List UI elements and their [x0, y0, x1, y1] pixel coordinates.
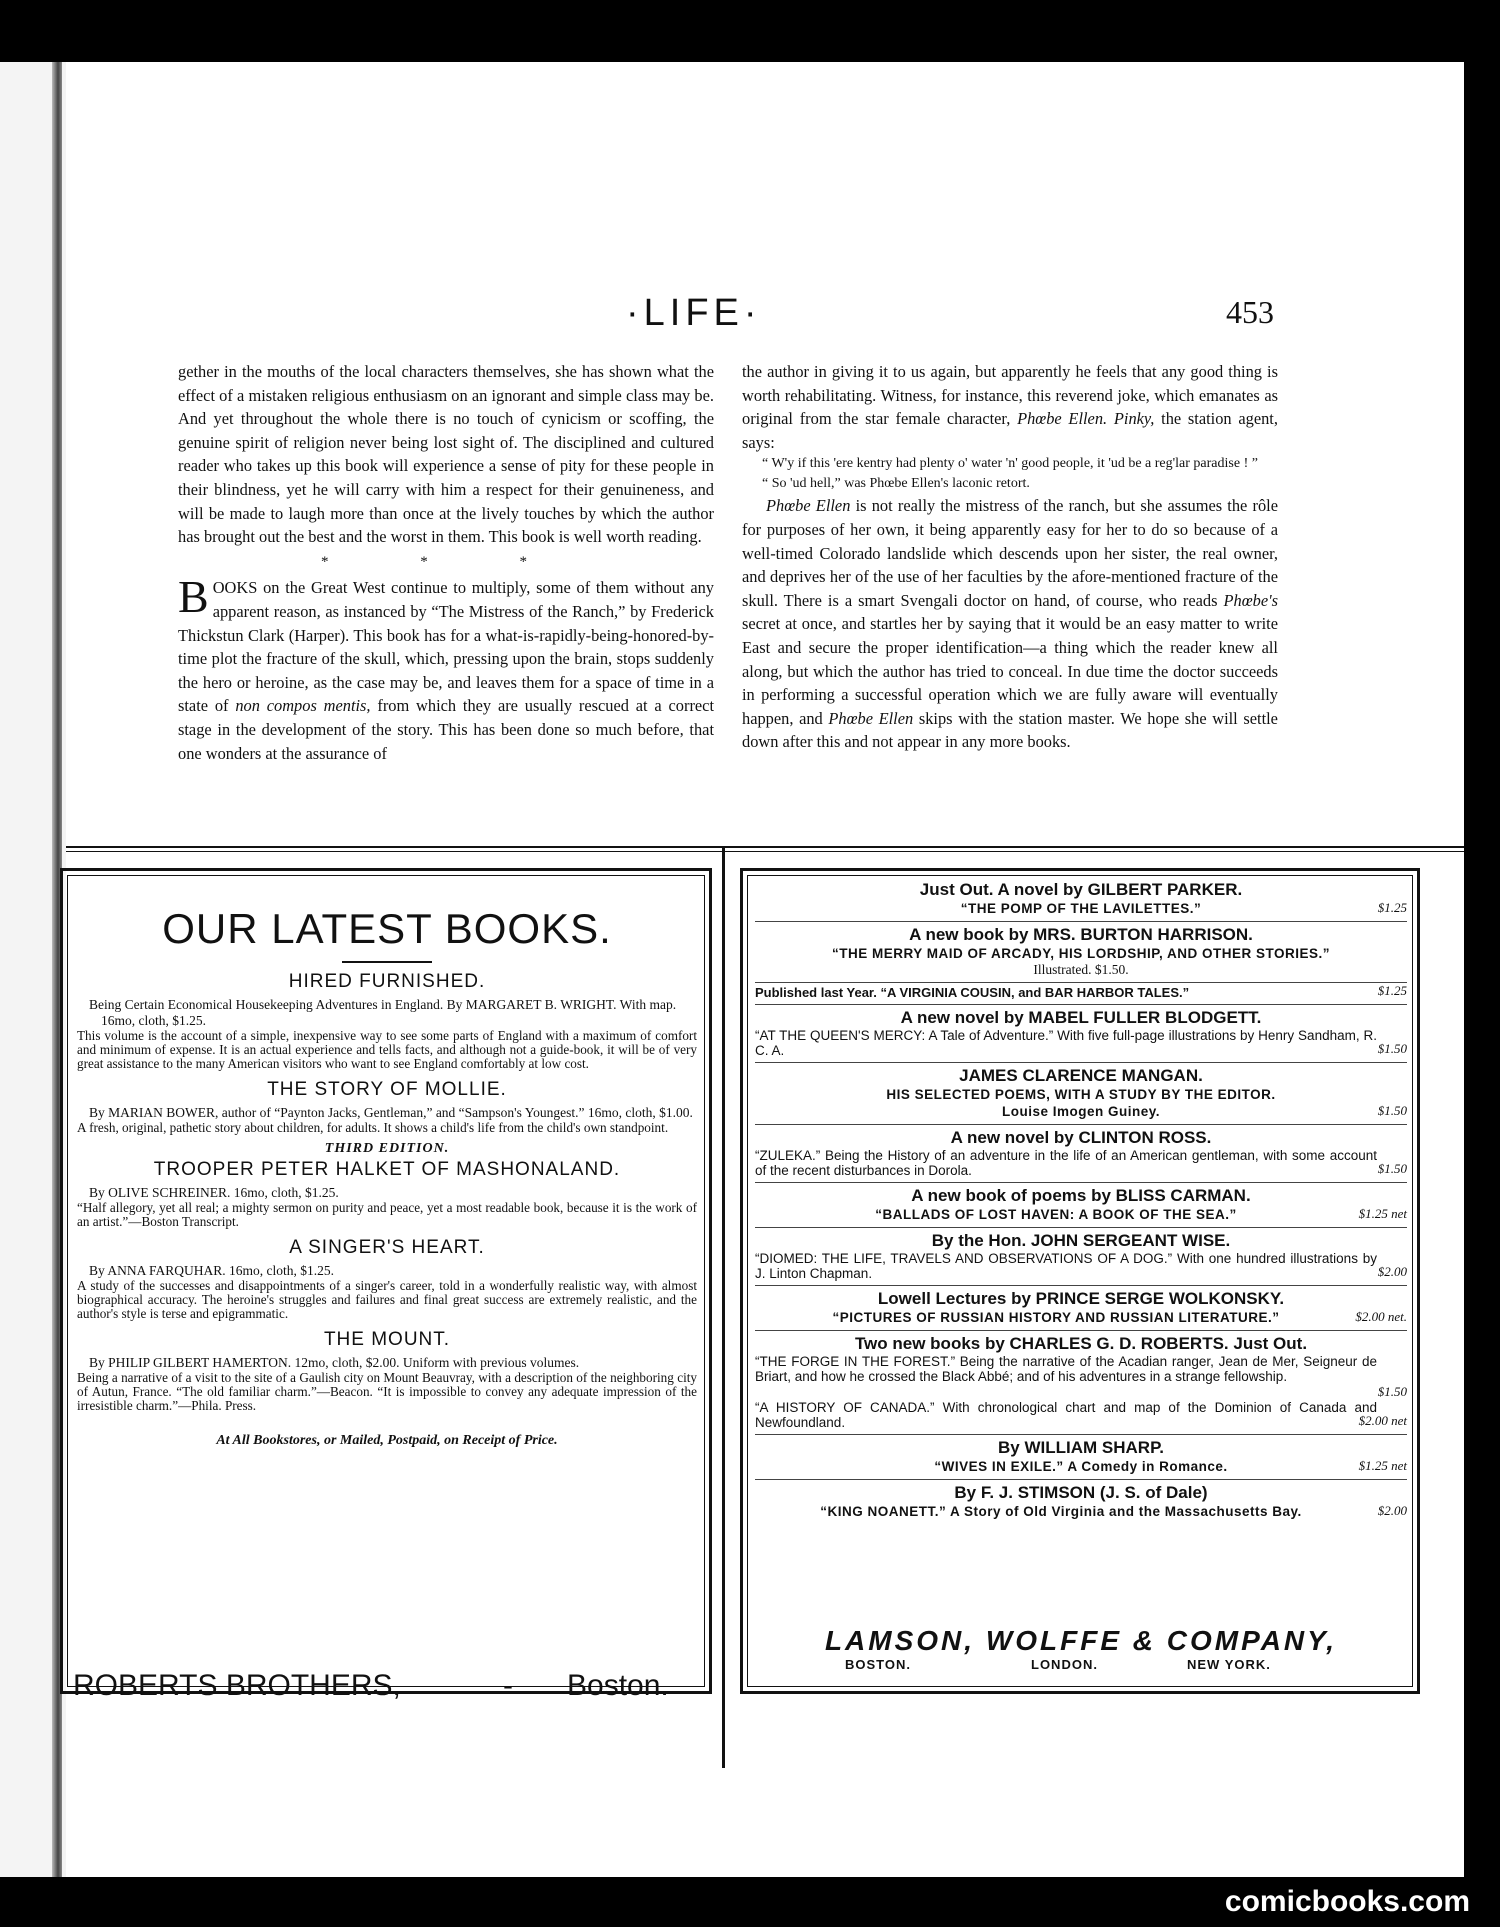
publisher-footer — [755, 1625, 1407, 1675]
left-column — [178, 360, 714, 765]
book-description: A fresh, original, pathetic story about children, for adults. It shows a child's life from the child's own standpoint. — [77, 1120, 669, 1135]
price: $2.00 net. — [1355, 1309, 1407, 1324]
ad-entry: By WILLIAM SHARP. “WIVES IN EXILE.” A Comedy in Romance. $1.25 net — [755, 1435, 1407, 1480]
book-description: “Half allegory, yet all real; a mighty sermon on purity and peace, yet a most readable book, because it is the work of an artist.”—Boston Transcript. — [77, 1200, 697, 1229]
book-title: TROOPER PETER HALKET OF MASHONALAND. — [153, 1159, 621, 1180]
divider-rule — [66, 851, 1464, 852]
paragraph: the author in giving it to us again, but apparently he feels that any good thing is worth rehabilitating. Witness, for instance, this reverend joke, which emanates as original from the star female character, Phœbe Ellen. Pinky, the station agent, says: — [742, 362, 1278, 452]
book-description: A study of the successes and disappointments of a singer's career, told in a wonderfully realistic way, with almost biographical accuracy. The heroine's struggles and failures and final great success are extremely realistic, and the author's style is terse and epigrammatic. — [77, 1278, 697, 1321]
ad-entry: A new book of poems by BLISS CARMAN. “BALLADS OF LOST HAVEN: A BOOK OF THE SEA.” $1.25 net — [755, 1183, 1407, 1228]
paragraph: Phœbe Ellen is not really the mistress of the ranch, but she assumes the rôle for purposes of her own, it being apparently easy for her to do so because of a well-timed Colorado landslide which descends upon her sister, the real owner, and deprives her of the use of her faculties by the afore-mentioned fracture of the skull. There is a smart Svengali doctor on hand, of course, who reads Phœbe's secret at once, and startles her by saying that it would be an easy matter to write East and secure the proper identification—a thing which the reader knew all along, but which the author has tried to conceal. In due time the doctor succeeds in performing a successful operation which we are fully aware will eventually happen, and Phœbe Ellen skips with the station master. We hope she will settle down after this and not appear in any more books. — [742, 496, 1278, 752]
separator: - — [503, 1669, 513, 1702]
availability-note: At All Bookstores, or Mailed, Postpaid, on Receipt of Price. — [216, 1433, 558, 1448]
price: $1.50 — [1377, 1384, 1407, 1399]
price: $1.25 — [1377, 900, 1407, 915]
masthead: ·LIFE· — [626, 292, 762, 334]
book-title: A SINGER'S HEART. — [289, 1237, 485, 1258]
magazine-page — [66, 62, 1464, 1877]
edition-note: THIRD EDITION. — [324, 1141, 450, 1156]
ad-entry: Two new books by CHARLES G. D. ROBERTS. Just Out. “THE FORGE IN THE FOREST.” Being the narrative of the Acadian ranger, Jean de Mer, Seigneur de Briart, and how he crossed the Black Abbé; and of his adventures in a strange fellowship. $1.50 “A HISTORY OF CANADA.” With chronological chart and map of the Dominion of Canada and Newfoundland. $2.00 net — [755, 1331, 1407, 1435]
price: $1.25 net — [1358, 1458, 1407, 1473]
quotation: “ W'y if this 'ere kentry had plenty o' water 'n' good people, it 'ud be a reg'lar paradise ! ” — [762, 456, 1258, 472]
right-column — [742, 360, 1278, 754]
ad-entry: A new novel by MABEL FULLER BLODGETT. “AT THE QUEEN'S MERCY: A Tale of Adventure.” With five full-page illustrations by Henry Sandham, R. C. A. $1.50 — [755, 1005, 1407, 1063]
ad-entry: Lowell Lectures by PRINCE SERGE WOLKONSKY. “PICTURES OF RUSSIAN HISTORY AND RUSSIAN LITERATURE.” $2.00 net. — [755, 1286, 1407, 1331]
book-byline: By MARIAN BOWER, author of “Paynton Jacks, Gentleman,” and “Sampson's Youngest.” 16mo, cloth, $1.00. — [89, 1105, 693, 1120]
publisher-city: Boston. — [567, 1669, 669, 1702]
publisher-name: ROBERTS BROTHERS, — [73, 1669, 401, 1702]
book-byline: Being Certain Economical Housekeeping Adventures in England. By MARGARET B. WRIGHT. With map. 16mo, cloth, $1.25. — [89, 997, 677, 1028]
ad-entry: A new novel by CLINTON ROSS. “ZULEKA.” Being the History of an adventure in the life of an American gentleman, with some account of the recent disturbances in Dorola. $1.50 — [755, 1125, 1407, 1183]
paragraph: gether in the mouths of the local characters themselves, she has shown what the effect of a mistaken religious enthusiasm on an ignorant and simple class may be. And yet throughout the whole there is no touch of cynicism or scoffing, the genuine spirit of religion never being lost sight of. The disciplined and cultured reader who takes up this book will experience a sense of pity for these people in their blindness, yet he will carry with him a respect for their genuineness, and will be made to laugh more than once at the lively touches by which the author has brought out the best and the worst in them. This book is well worth reading. — [178, 362, 714, 547]
book-title: HIRED FURNISHED. — [288, 971, 486, 992]
advertisement-roberts-brothers — [60, 868, 712, 1702]
book-description: This volume is the account of a simple, inexpensive way to see some parts of England with a maximum of comfort and minimum of expense. It is an actual experience and tells facts, and although not a guide-book, it will be of very great assistance to the many American visitors who want to see England comfortably at low cost. — [77, 1028, 697, 1071]
book-byline: By PHILIP GILBERT HAMERTON. 12mo, cloth, $2.00. Uniform with previous volumes. — [89, 1355, 580, 1370]
divider-rule — [66, 846, 1464, 848]
price: $1.50 — [1377, 1041, 1407, 1056]
price: $1.50 — [1377, 1161, 1407, 1176]
ad-entry: Just Out. A novel by GILBERT PARKER. “THE POMP OF THE LAVILETTES.” $1.25 — [755, 877, 1407, 922]
book-title: THE MOUNT. — [323, 1329, 451, 1350]
ad-entry: Published last Year. “A VIRGINIA COUSIN, and BAR HARBOR TALES.” $1.25 — [755, 983, 1407, 1005]
price: $2.00 — [1377, 1264, 1407, 1279]
paragraph: BOOKS on the Great West continue to multiply, some of them without any apparent reason, as instanced by “The Mistress of the Ranch,” by Frederick Thickstun Clark (Harper). This book has for a what-is-rapidly-being-honored-by-time plot the fracture of the skull, which, pressing upon the brain, stops suddenly the hero or heroine, as the case may be, and leaves them for a space of time in a state of non compos mentis, from which they are usually rescued at a correct stage in the development of the story. This has been done so much before, that one wonders at the assurance of — [178, 571, 715, 763]
price: $2.00 net — [1358, 1413, 1407, 1428]
ad-entry: A new book by MRS. BURTON HARRISON. “THE MERRY MAID OF ARCADY, HIS LORDSHIP, AND OTHER STORIES.” Illustrated. $1.50. — [755, 922, 1407, 983]
section-break: * * * — [321, 553, 571, 570]
book-description: Being a narrative of a visit to the site of a Gaulish city on Mount Beauvray, with a description of the neighboring city of Autun, France. “The old familiar charm.”—Beacon. “It is impossible to convey any adequate impression of the irresistible charm.”—Phila. Press. — [77, 1370, 697, 1413]
watermark: comicbooks.com — [1224, 1885, 1470, 1918]
advertisement-lamson-wolffe — [740, 868, 1420, 1694]
book-byline: By OLIVE SCHREINER. 16mo, cloth, $1.25. — [89, 1185, 339, 1200]
book-byline: By ANNA FARQUHAR. 16mo, cloth, $1.25. — [89, 1263, 335, 1278]
ad-title: OUR LATEST BOOKS. — [162, 905, 612, 952]
page-number: 453 — [1226, 294, 1274, 330]
price: $1.25 net — [1358, 1206, 1407, 1221]
publisher-name: LAMSON, WOLFFE & COMPANY, — [824, 1625, 1338, 1656]
publisher-cities: BOSTON. LONDON. NEW YORK. — [845, 1657, 1271, 1672]
price: $1.50 — [1377, 1103, 1407, 1118]
page-header — [66, 292, 1464, 342]
ad-entry: By F. J. STIMSON (J. S. of Dale) “KING NOANETT.” A Story of Old Virginia and the Massachusetts Bay. $2.00 — [820, 1483, 1407, 1519]
book-title: THE STORY OF MOLLIE. — [267, 1079, 507, 1100]
ad-entry: JAMES CLARENCE MANGAN. HIS SELECTED POEMS, WITH A STUDY BY THE EDITOR. Louise Imogen Guiney. $1.50 — [755, 1063, 1407, 1125]
price: $2.00 — [1377, 1503, 1407, 1518]
title-underline — [342, 961, 432, 963]
drop-cap: B — [178, 571, 209, 623]
column-divider — [722, 848, 725, 1768]
ad-entry: By the Hon. JOHN SERGEANT WISE. “DIOMED: THE LIFE, TRAVELS AND OBSERVATIONS OF A DOG.” With one hundred illustrations by J. Linton Chapman. $2.00 — [755, 1228, 1407, 1286]
price: $1.25 — [1377, 983, 1407, 998]
quotation: “ So 'ud hell,” was Phœbe Ellen's laconic retort. — [762, 476, 1030, 492]
